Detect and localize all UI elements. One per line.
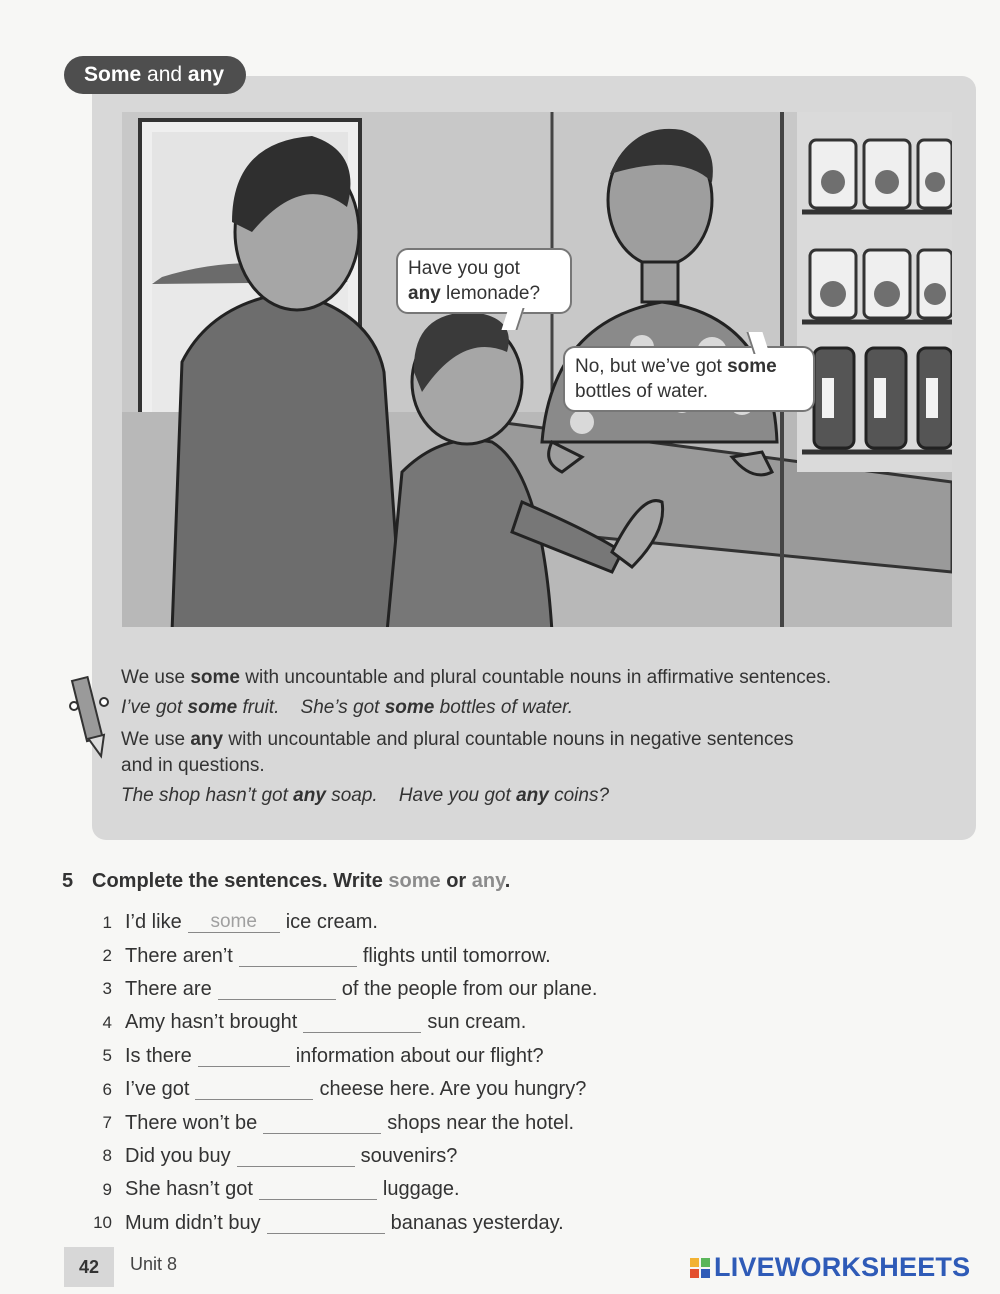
brand-grid-icon: [690, 1258, 710, 1278]
speech-bubble-clerk: No, but we’ve got some bottles of water.: [563, 346, 815, 412]
section-title: Some and any: [64, 56, 246, 94]
sentence-row: 8 Did you buy souvenirs?: [102, 1144, 458, 1167]
answer-field[interactable]: [303, 1012, 421, 1033]
brand-name: LIVEWORKSHEETS: [714, 1252, 971, 1282]
unit-label: Unit 8: [130, 1254, 178, 1274]
answer-field[interactable]: [237, 1146, 355, 1167]
sentence-row: 2 There aren’t flights until tomorrow.: [102, 944, 551, 967]
shop-scene: [122, 112, 952, 627]
rule-some: We use some with uncountable and plural countable nouns in affirmative sentences.: [121, 667, 832, 688]
sentence-row: 4 Amy hasn’t brought sun cream.: [102, 1011, 527, 1034]
sentence-row: 5 Is there information about our flight?: [102, 1044, 544, 1067]
exercise-instruction: 5 Complete the sentences. Write some or any.: [62, 870, 511, 892]
liveworksheets-logo[interactable]: [690, 1252, 970, 1283]
rule-any-cont: and in questions.: [121, 755, 265, 776]
man-shirt: [172, 292, 402, 627]
answer-field[interactable]: [267, 1213, 385, 1234]
page-number: 42: [64, 1247, 114, 1287]
answer-field[interactable]: [218, 979, 336, 1000]
answer-field[interactable]: [198, 1046, 290, 1067]
shop-illustration: [122, 112, 952, 627]
sentence-row: 3 There are of the people from our plane.: [102, 977, 598, 1000]
answer-field[interactable]: [263, 1113, 381, 1134]
rule-any: We use any with uncountable and plural countable nouns in negative sentences: [121, 729, 794, 750]
examples-any: The shop hasn’t got any soap. Have you got any coins?: [121, 785, 610, 806]
exercise-sentences: [90, 906, 597, 1240]
answer-field[interactable]: [188, 912, 280, 933]
examples-some: I’ve got some fruit. She’s got some bottles of water.: [121, 697, 574, 718]
answer-field[interactable]: [195, 1079, 313, 1100]
speech-bubble-boy: Have you got any lemonade?: [396, 248, 572, 314]
pencil-icon: [68, 672, 112, 764]
sentence-row: 10 Mum didn’t buy bananas yesterday.: [93, 1211, 564, 1234]
sentence-row: 7 There won’t be shops near the hotel.: [102, 1111, 575, 1134]
grammar-rules: [121, 665, 951, 815]
sentence-row: 9 She hasn’t got luggage.: [102, 1178, 460, 1201]
sentence-row: 6 I’ve got cheese here. Are you hungry?: [102, 1078, 587, 1101]
sentence-row: 1 I’d like some ice cream.: [90, 906, 597, 939]
answer-field[interactable]: [239, 946, 357, 967]
answer-field[interactable]: [259, 1179, 377, 1200]
